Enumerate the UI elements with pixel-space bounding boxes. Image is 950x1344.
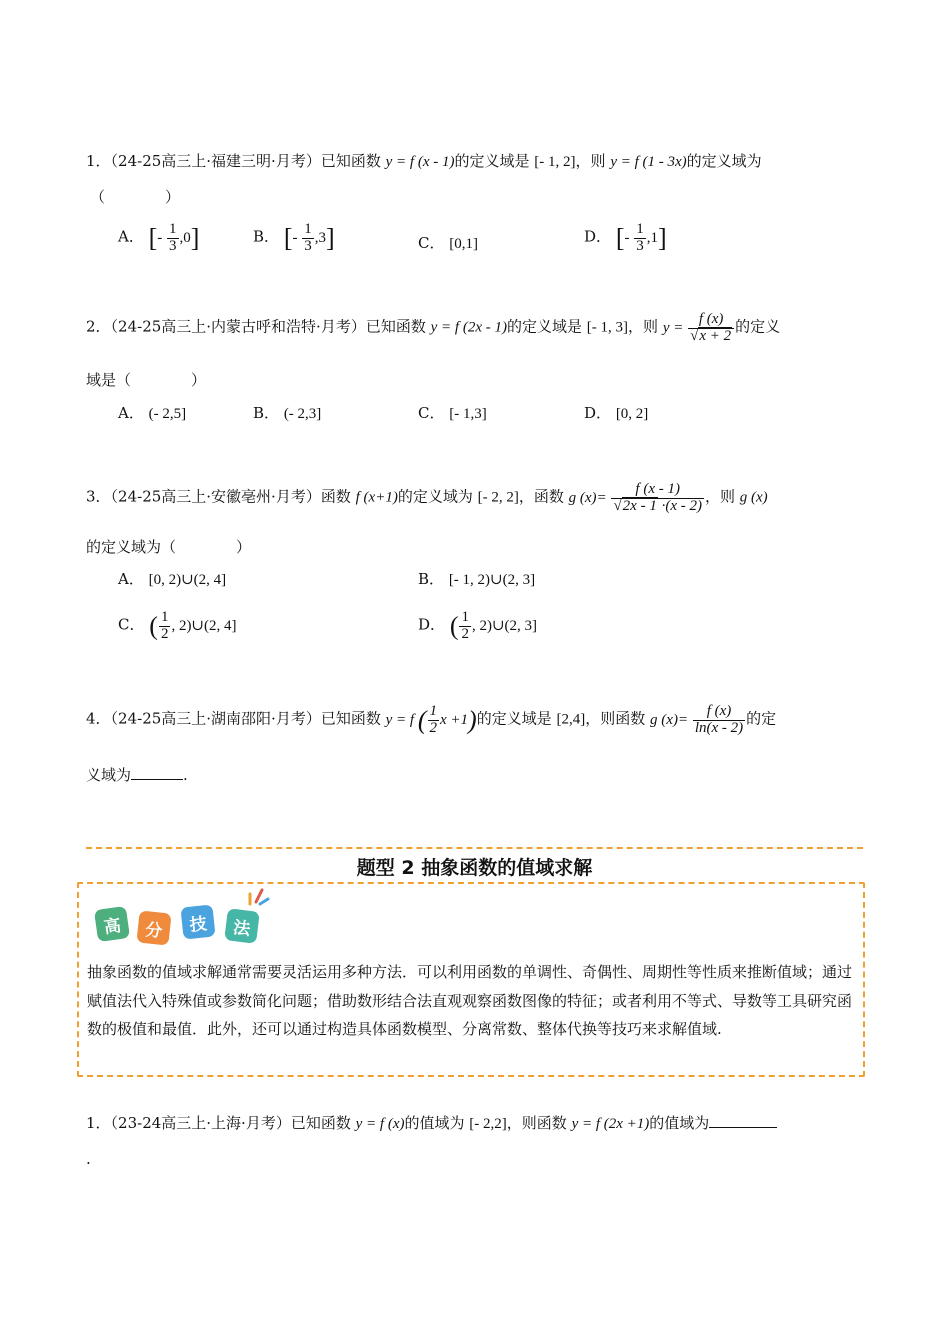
q3-line1 — [86, 482, 768, 515]
q2-lead: 已知函数 — [365, 317, 426, 336]
q1-lead: 已知函数 — [320, 152, 381, 170]
q5-formula-2: y = f (2x +1) — [571, 1116, 650, 1132]
q4-line2 — [86, 764, 188, 785]
option-label: B． — [253, 227, 280, 246]
q1-formula-1: y = f (x - 1) — [385, 154, 455, 170]
badge-fa: 法 — [224, 908, 260, 944]
frac-den: 3 — [636, 237, 644, 254]
option-formula: [- $\frac{1}{3}$ ,3] — [283, 221, 335, 254]
option-text: (- 2,3] — [283, 406, 322, 422]
q3-formula-1: f (x+1) — [355, 489, 398, 506]
q4-text-1: 的定义域是 — [476, 709, 552, 728]
option-formula: ( $\frac{1}{2}$ , 2)∪(2, 4] — [149, 609, 237, 642]
option-label: B． — [253, 404, 280, 422]
option-label: C． — [418, 234, 445, 252]
option-formula: [- $\frac{1}{3}$ ,0] — [148, 221, 200, 254]
frac-den: 2 — [461, 625, 469, 642]
q5-source: （23-24高三上·上海·月考） — [110, 1114, 291, 1132]
q3-option-b[interactable] — [418, 568, 535, 589]
q4-interval: [2,4] — [556, 711, 586, 728]
frac-num: 1 — [169, 221, 177, 237]
q4-source: （24-25高三上·湖南邵阳·月考） — [110, 709, 321, 728]
option-label: D． — [418, 615, 446, 634]
option-text: (- 2,5] — [148, 406, 187, 422]
q3-text-3: ，则 — [704, 487, 735, 506]
option-label: A． — [118, 404, 144, 422]
q1-text-2: ，则 — [575, 152, 606, 170]
q1-formula-2: y = f (1 - 3x) — [610, 154, 687, 170]
q2-interval: [- 1, 3] — [586, 319, 629, 336]
frac-num: 1 — [304, 221, 312, 237]
frac-den: 3 — [304, 237, 312, 254]
q5-text-2: ，则函数 — [506, 1114, 567, 1132]
q4-answer-blank[interactable] — [131, 779, 183, 780]
q5-lead: 已知函数 — [290, 1114, 351, 1132]
tip-text: 抽象函数的值域求解通常需要灵活运用多种方法．可以利用函数的单调性、奇偶性、周期性等性质来推断值域；通过赋值法代入特殊值或参数简化问题；借助数形结合法直观观察函数图像的特征；或者利用不等式、导数等工具研究函数的极值和最值．此外，还可以通过构造具体函数模型、分离常数、整体代换等技巧来求解值域. — [87, 963, 853, 1038]
q3-text-2: ，函数 — [518, 487, 564, 506]
q1-option-a[interactable] — [118, 222, 199, 255]
option-text: [0, 2)∪(2, 4] — [148, 572, 227, 588]
q1-line1 — [86, 150, 762, 171]
q1-text-3: 的定义域为 — [686, 152, 762, 170]
option-label: A． — [118, 227, 144, 246]
option-rest: ,3 — [314, 229, 326, 246]
option-formula: ( $\frac{1}{2}$ , 2)∪(2, 3] — [449, 609, 538, 642]
q2-line2: 域是（ ） — [86, 371, 207, 389]
q1-option-c[interactable] — [418, 232, 478, 253]
q1-option-b[interactable] — [253, 222, 335, 255]
q2-line1 — [86, 312, 780, 345]
q4-line1 — [86, 704, 776, 737]
q1-option-d[interactable] — [584, 222, 667, 255]
q2-formula-1: y = f (2x - 1) — [430, 319, 507, 336]
q3-interval: [- 2, 2] — [477, 489, 519, 506]
option-label: B． — [418, 570, 445, 588]
option-rest: ,0 — [179, 229, 191, 246]
q3-lead: 函数 — [320, 487, 351, 506]
q5-text-3: 的值域为 — [649, 1114, 710, 1132]
q3-text-1: 的定义域为 — [397, 487, 473, 506]
q1-answer-paren: （ ） — [90, 188, 181, 206]
q2-option-d[interactable] — [584, 402, 648, 423]
section-title: 题型 2 抽象函数的值域求解 — [356, 857, 593, 879]
q4-formula-1: y = f ( $\frac{1}{2}$ x +1) — [385, 703, 477, 736]
q1-text-1: 的定义域是 — [454, 152, 530, 170]
q2-option-b[interactable] — [253, 402, 321, 423]
q5-period: . — [86, 1150, 91, 1168]
option-label: A． — [118, 570, 144, 588]
q5-answer-blank[interactable] — [709, 1127, 777, 1128]
q4-text-3: 的定 — [746, 709, 777, 728]
q4-lead: 已知函数 — [320, 709, 381, 728]
q2-option-a[interactable] — [118, 402, 186, 423]
q4-number: 4． — [86, 709, 111, 728]
option-formula: [- $\frac{1}{3}$ ,1] — [615, 221, 667, 254]
q1-number: 1． — [86, 152, 111, 170]
option-rest: , 2)∪(2, 3] — [471, 617, 538, 634]
q4-line2-text: 义域为 — [86, 766, 132, 784]
option-text: [0, 2] — [615, 406, 649, 422]
q5-line1 — [86, 1112, 777, 1133]
q4-formula-2: g (x)= $\frac{f (x)}{\ln(x - 2)}$ — [650, 703, 744, 736]
option-label: C． — [418, 404, 445, 422]
q3-option-c[interactable] — [118, 610, 237, 643]
option-label: C． — [118, 615, 145, 634]
q3-option-a[interactable] — [118, 568, 226, 589]
banner-top-line — [86, 847, 863, 849]
frac-den: 3 — [169, 237, 177, 254]
q5-formula-1: y = f (x) — [355, 1116, 405, 1132]
q2-text-2: ，则 — [628, 317, 659, 336]
q3-formula-2: g (x)= $\frac{f (x - 1)}{√2x - 1 \cdot(x - 2)}$ — [568, 481, 702, 514]
badge-fen: 分 — [136, 910, 171, 945]
option-label: D． — [584, 404, 612, 422]
option-text: [- 1, 2)∪(2, 3] — [448, 572, 536, 588]
q5-interval: [- 2,2] — [469, 1116, 507, 1132]
q4-period: . — [183, 766, 188, 784]
frac-num: 1 — [160, 609, 169, 625]
sparkle-icon — [246, 884, 270, 906]
q3-source: （24-25高三上·安徽亳州·月考） — [110, 487, 321, 506]
option-label: D． — [584, 227, 612, 246]
q5-number: 1． — [86, 1114, 111, 1132]
q5-text-1: 的值域为 — [404, 1114, 465, 1132]
q3-formula-3: g (x) — [739, 489, 768, 506]
q3-option-d[interactable] — [418, 610, 537, 643]
q2-source: （24-25高三上·内蒙古呼和浩特·月考） — [110, 317, 366, 336]
frac-num: 1 — [461, 609, 469, 625]
q2-number: 2． — [86, 317, 111, 336]
badge-gao: 高 — [94, 906, 130, 942]
q2-text-1: 的定义域是 — [506, 317, 582, 336]
frac-den: 2 — [160, 625, 169, 642]
q2-option-c[interactable] — [418, 402, 487, 423]
option-text: [- 1,3] — [449, 406, 487, 422]
q3-number: 3． — [86, 487, 111, 506]
q3-line2: 的定义域为（ ） — [86, 538, 252, 556]
option-text: [0,1] — [449, 236, 479, 252]
q1-source: （24-25高三上·福建三明·月考） — [110, 152, 321, 170]
option-rest: ,1 — [646, 229, 658, 246]
q4-text-2: ，则函数 — [585, 709, 646, 728]
frac-num: 1 — [636, 221, 644, 237]
option-rest: , 2)∪(2, 4] — [171, 617, 237, 634]
q2-text-3: 的定义 — [735, 317, 781, 336]
q1-interval: [- 1, 2] — [534, 154, 576, 170]
q2-formula-2: y = $\frac{f (x)}{√x + 2}$ — [663, 320, 735, 336]
badge-ji: 技 — [180, 904, 215, 939]
